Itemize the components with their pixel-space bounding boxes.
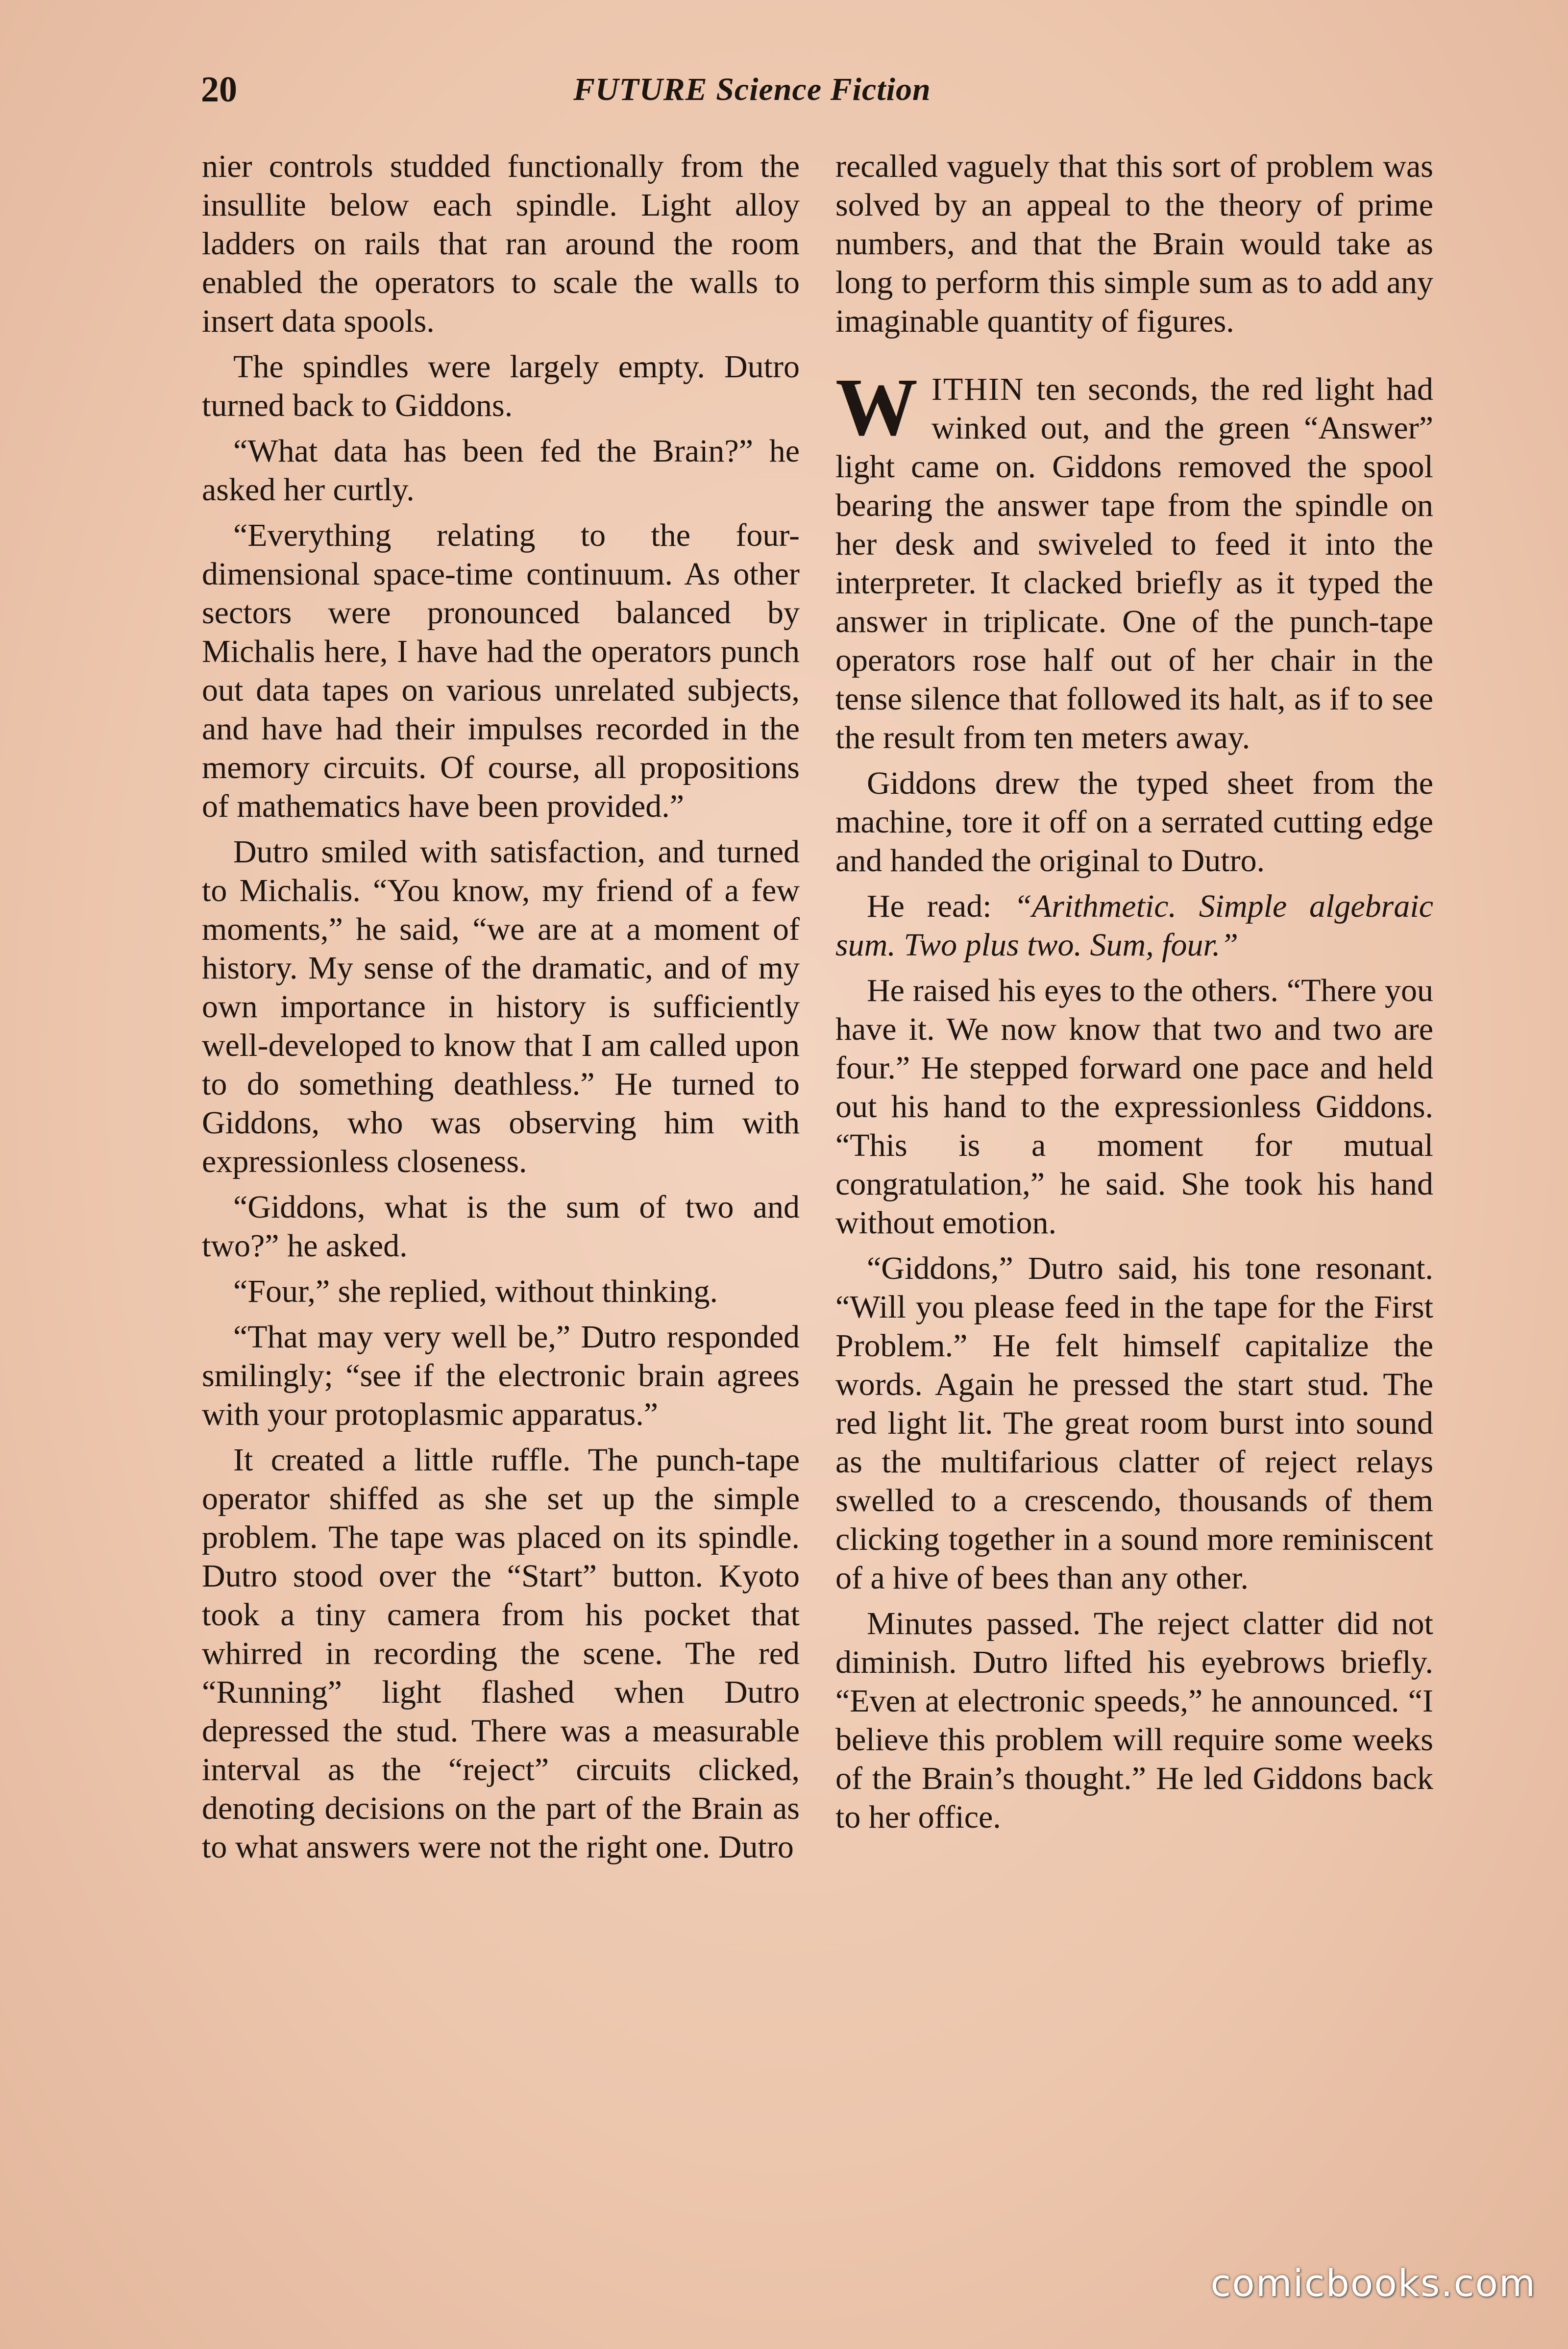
- page-header: [0, 63, 1568, 117]
- paragraph: Dutro smiled with satisfaction, and turned to Michalis. “You know, my friend of a few moments,” he said, “we are at a moment of history. My sense of the dramatic, and of my own importance in history is sufficiently well-developed to know that I am called upon to do something deathless.” He turned to Giddons, who was observing him with expressionless closeness.: [202, 834, 800, 1179]
- paragraph: “Giddons, what is the sum of two and two?” he asked.: [202, 1189, 800, 1264]
- running-head: FUTURE Science Fiction: [573, 72, 931, 107]
- page-number: 20: [201, 70, 237, 110]
- right-column: [835, 147, 1433, 1843]
- paragraph: “Giddons,” Dutro said, his tone resonant. “Will you please feed in the tape for the First Problem.” He felt himself capitalize the words. Again he pressed the start stud. The red light lit. The great room burst into sound as the multifarious clatter of reject relays swelled to a crescendo, thousands of them clicking together in a sound more reminiscent of a hive of bees than any other.: [835, 1250, 1433, 1596]
- paragraph: “Everything relating to the four-dimensional space-time continuum. As other sectors were pronounced balanced by Michalis here, I have had the operators punch out data tapes on various unrelated subjects, and have had their impulses recorded in the memory circuits. Of course, all propositions of mathematics have been provided.”: [202, 517, 800, 824]
- paragraph: “Four,” she replied, without thinking.: [233, 1273, 718, 1309]
- paragraph: Minutes passed. The reject clatter did not diminish. Dutro lifted his eyebrows briefly. “Even at electronic speeds,” he announced. “I believe this problem will require some weeks of the Brain’s thought.” He led Giddons back to her office.: [835, 1606, 1433, 1835]
- watermark: comicbooks.com: [1210, 2261, 1536, 2305]
- paragraph: The spindles were largely empty. Dutro turned back to Giddons.: [202, 349, 800, 423]
- he-read-prefix: He read:: [867, 888, 1014, 924]
- paragraph: recalled vaguely that this sort of problem was solved by an appeal to the theory of prime numbers, and that the Brain would take as long to perform this simple sum as to add any imaginable quantity of figures.: [835, 148, 1433, 339]
- paragraph: Giddons drew the typed sheet from the machine, tore it off on a serrated cutting edge and handed the original to Dutro.: [835, 765, 1433, 879]
- paragraph: “What data has been fed the Brain?” he asked her curtly.: [202, 433, 800, 508]
- paragraph-text: ten seconds, the red light had winked out, and the green “Answer” light came on. Giddons removed the spool bearing the answer tape from the spindle on her desk and swiveled to feed it into the interpreter. It clacked briefly as it typed the answer in triplicate. One of the punch-tape operators rose half out of her chair in the tense silence that followed its halt, as if to see the result from ten meters away.: [835, 371, 1433, 756]
- paragraph: He raised his eyes to the others. “There you have it. We now know that two and two are four.” He stepped forward one pace and held out his hand to the expressionless Giddons. “This is a moment for mutual congratulation,” he said. She took his hand without emotion.: [835, 973, 1433, 1241]
- paragraph: It created a little ruffle. The punch-tape operator shiffed as she set up the simple problem. The tape was placed on its spindle. Dutro stood over the “Start” button. Kyoto took a tiny camera from his pocket that whirred in recording the scene. The red “Running” light flashed when Dutro depressed the stud. There was a measurable interval as the “reject” circuits clicked, denoting decisions on the part of the Brain as to what answers were not the right one. Dutro: [202, 1442, 800, 1865]
- lead-in-caps: ITHIN: [931, 371, 1025, 407]
- answer-quote: “Arithmetic. Simple algebraic sum. Two plus two. Sum, four.”: [835, 888, 1433, 963]
- paragraph: nier controls studded functionally from the insullite below each spindle. Light alloy ladders on rails that ran around the room enabled the operators to scale the walls to insert data spools.: [202, 148, 800, 339]
- paragraph: “That may very well be,” Dutro responded smilingly; “see if the electronic brain agrees with your protoplasmic apparatus.”: [202, 1319, 800, 1432]
- paragraph-he-read: [835, 887, 1433, 964]
- drop-cap: W: [835, 362, 918, 453]
- left-column: [202, 147, 800, 1873]
- section-opening-paragraph: [835, 362, 1433, 757]
